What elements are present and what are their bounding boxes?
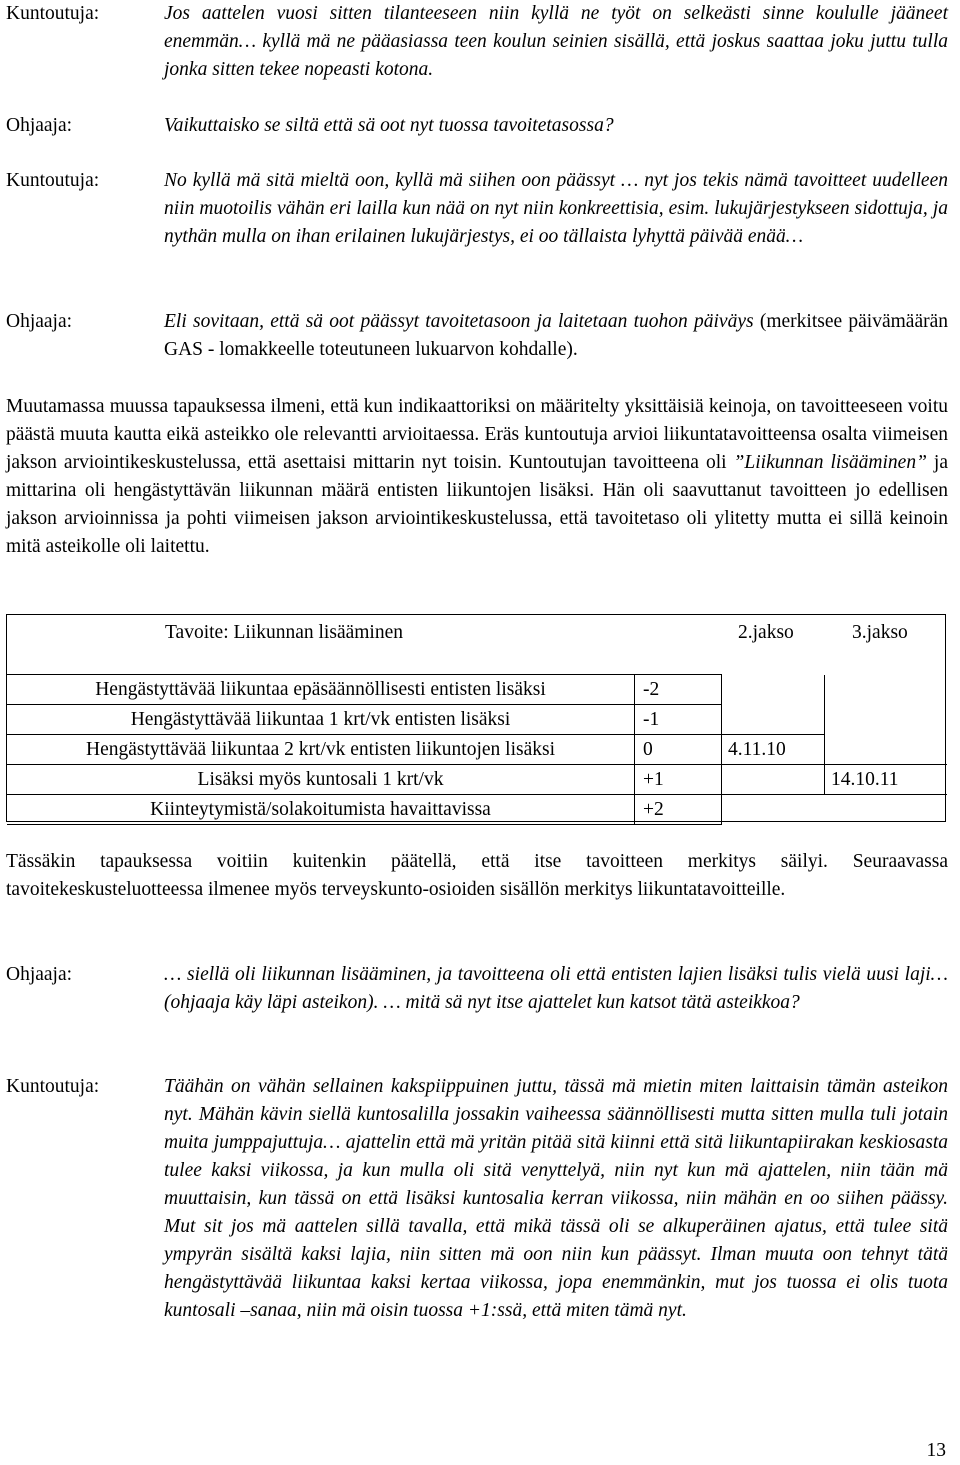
- gas-table-box: [6, 614, 946, 822]
- quoted-goal: ”Liikunnan lisääminen”: [733, 452, 927, 473]
- speaker-label: Kuntoutuja:: [6, 3, 100, 24]
- jakso3-cell: [825, 795, 948, 825]
- utterance: … siellä oli liikunnan lisääminen, ja tavoitteena oli että entisten lajien lisäksi tulis vielä uusi laji… (ohjaaja käy läpi asteikon). … mitä sä nyt itse ajattelet kun katsot tätä asteikkoa?: [164, 964, 948, 1013]
- value-cell: +2: [635, 795, 722, 825]
- dialog-turn: [6, 112, 948, 140]
- jakso2-cell: [722, 765, 825, 795]
- criterion-cell: Hengästyttävää liikuntaa epäsäännöllisesti entisten lisäksi: [7, 675, 635, 705]
- jakso3-cell: [825, 705, 948, 735]
- value-cell: 0: [635, 735, 722, 765]
- utterance: No kyllä mä sitä mieltä oon, kyllä mä siihen oon päässyt … nyt jos tekis nämä tavoitteet uudelleen niin muotoilis vähän eri lailla kun nää on nyt niin konkreettisia, esim. lukujärjestykseen sidottuja, ja nythän mulla on ihan erilainen lukujärjestys, ei oo tällaista lyhyttä päivää enää…: [164, 170, 948, 247]
- speaker-label: Kuntoutuja:: [6, 170, 100, 191]
- paragraph-text: Muutamassa muussa tapauksessa ilmeni, että kun indikaattoriksi on määritelty yksittäisiä keinoja, on tavoitteeseen voitu päästä muuta kautta eikä asteikko ole relevantti arvioitaessa. Eräs kuntoutuja arvioi liikuntatavoitteensa osalta viimeisen jakson arviointikeskustelussa, että asettaisi mittarin nyt toisin. Kuntoutujan tavoitteena oli: [6, 396, 948, 473]
- dialog-turn: [6, 0, 948, 84]
- column-header-jakso2: 2.jakso: [738, 622, 794, 643]
- body-paragraph: Tässäkin tapauksessa voitiin kuitenkin päätellä, että itse tavoitteen merkitys säilyi. Seuraavassa tavoitekeskusteluotteessa ilmenee myös terveyskunto-osioiden sisällön merkitys liikuntatavoitteille.: [6, 851, 948, 900]
- table-row: [7, 765, 947, 795]
- utterance-note: (merkitsee päivämäärän GAS - lomakkeelle toteutuneen lukuarvon kohdalle).: [164, 311, 948, 360]
- criterion-cell: Hengästyttävää liikuntaa 2 krt/vk entisten liikuntojen lisäksi: [7, 735, 635, 765]
- column-header-jakso3: 3.jakso: [852, 622, 908, 643]
- table-title: Tavoite: Liikunnan lisääminen: [165, 622, 403, 643]
- utterance-text: Eli sovitaan, että sä oot päässyt tavoitetasoon ja laitetaan tuohon päiväys: [164, 311, 754, 332]
- jakso3-cell: 14.10.11: [825, 765, 948, 795]
- criterion-cell: Kiinteytymistä/solakoitumista havaittavissa: [7, 795, 635, 825]
- table-row: [7, 705, 947, 735]
- paragraph-text: ja mittarina oli hengästyttävän liikunnan määrä entisten liikuntojen lisäksi. Hän oli saavuttanut tavoitteen jo edellisen jakson arvioinnissa ja pohti viimeisen jakson arviointikeskustelussa, että tavoitetaso oli ylitetty mutta ei sillä keinoin mitä asteikolle oli laitettu.: [6, 452, 949, 557]
- dialog-turn: [6, 167, 948, 251]
- value-cell: -2: [635, 675, 722, 705]
- jakso2-cell: [722, 705, 825, 735]
- utterance: Täähän on vähän sellainen kakspiippuinen juttu, tässä mä mietin miten laittaisin tämän asteikon nyt. Mähän kävin siellä kuntosalilla jossakin vaiheessa säännöllisesti mutta sitten mulla tuli jotain muita jumppajuttuja… ajattelin että mä yritän pitää sitä kiinni että sitä liikuntapiirakan keskiosasta tulee kaksi viikossa, ja kun mulla oli sitä venyttelyä, niin nyt kun mä ajattelen, niin tään mä muuttaisin, kun tässä on että lisäksi kuntosalia kerran viikossa, niin mähän en oo siihen päässy. Mut sit jos mä aattelen sillä tavalla, että mikä tässä oli se alkuperäinen ajatus, että tulee sitä ympyrän sisältä kaksi lajia, niin sitten mä oon niin kun päässyt. Ilman muuta oon tehnyt tätä hengästyttävää liikuntaa kaksi kertaa viikossa, jopa enemmänkin, mut jos tuossa ei olis tuota kuntosali –sanaa, niin mä oisin tuossa +1:ssä, että miten tämä nyt.: [164, 1076, 948, 1321]
- criterion-cell: Lisäksi myös kuntosali 1 krt/vk: [7, 765, 635, 795]
- value-cell: +1: [635, 765, 722, 795]
- value-cell: -1: [635, 705, 722, 735]
- dialog-turn: [6, 308, 948, 364]
- speaker-label: Ohjaaja:: [6, 964, 73, 985]
- utterance: [164, 308, 948, 364]
- speaker-label: Ohjaaja:: [6, 311, 73, 332]
- utterance: Jos aattelen vuosi sitten tilanteeseen niin kyllä ne työt on selkeästi sinne koululle jääneet enemmän… kyllä mä ne pääasiassa teen koulun seinien sisällä, että joskus saattaa joku juttu tulla jonka sitten tekee nopeasti kotona.: [164, 3, 948, 80]
- dialog-turn: [6, 1073, 948, 1325]
- table-row: [7, 795, 947, 825]
- jakso3-cell: [825, 675, 948, 705]
- gas-scale-table: [7, 674, 947, 825]
- criterion-cell: Hengästyttävää liikuntaa 1 krt/vk entisten lisäksi: [7, 705, 635, 735]
- body-paragraph: [6, 393, 948, 561]
- jakso3-cell: [825, 735, 948, 765]
- jakso2-cell: [722, 675, 825, 705]
- jakso2-cell: [722, 795, 825, 825]
- utterance: Vaikuttaisko se siltä että sä oot nyt tuossa tavoitetasossa?: [164, 115, 614, 136]
- speaker-label: Kuntoutuja:: [6, 1076, 100, 1097]
- jakso2-cell: 4.11.10: [722, 735, 825, 765]
- speaker-label: Ohjaaja:: [6, 115, 73, 136]
- dialog-turn: [6, 961, 948, 1017]
- table-row: [7, 675, 947, 705]
- page-number: 13: [926, 1440, 946, 1461]
- table-row: [7, 735, 947, 765]
